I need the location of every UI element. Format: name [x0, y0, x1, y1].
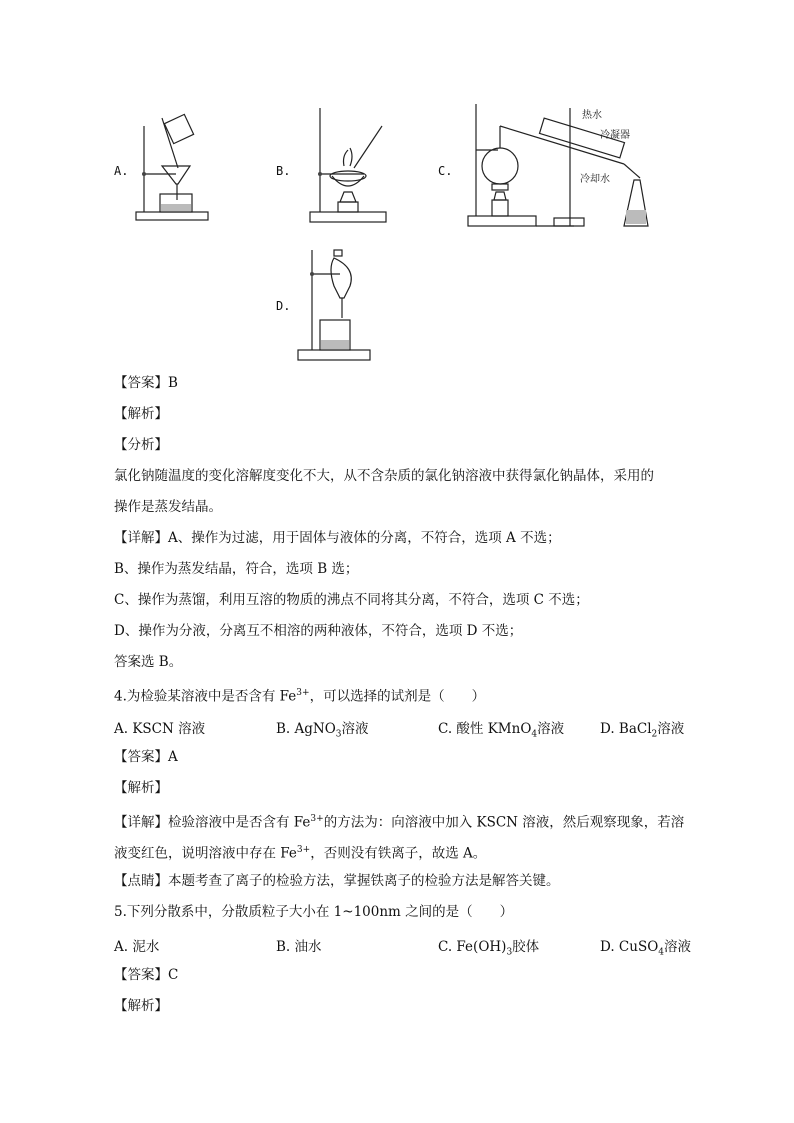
condenser-label: 冷凝器	[600, 130, 630, 141]
q5-option-d-tail: 溶液	[664, 939, 691, 955]
evaporation-apparatus-figure	[306, 104, 394, 228]
q4-option-d-tail: 溶液	[657, 721, 685, 737]
q4-option-b-tail: 溶液	[341, 721, 369, 737]
q4-option-c-tail: 溶液	[537, 721, 565, 737]
q5-stem: 5.下列分散系中，分散质粒子大小在 1~100nm 之间的是（ ）	[114, 904, 514, 920]
q4-option-b-text: B. AgNO	[276, 721, 336, 737]
q4-detail-2-tail: ，否则没有铁离子，故选 A。	[310, 845, 487, 862]
q3-detail-c: C、操作为蒸馏，利用互溶的物质的沸点不同将其分离，不符合，选项 C 不选；	[114, 592, 589, 608]
q4-detail-1-superscript: 3+	[310, 814, 324, 824]
q5-option-d-text: D. CuSO	[600, 939, 659, 955]
q3-detail-b: B、操作为蒸发结晶，符合，选项 B 选；	[114, 561, 359, 577]
q5-option-c-subscript: 3	[506, 947, 513, 958]
q5-answer: 【答案】C	[114, 967, 179, 983]
q3-final-answer: 答案选 B。	[114, 654, 183, 670]
q5-option-d-subscript: 4	[658, 947, 664, 958]
q4-option-d-subscript: 2	[651, 729, 658, 740]
q4-dianjing: 【点睛】本题考查了离子的检验方法，掌握铁离子的检验方法是解答关键。	[114, 873, 560, 889]
q4-answer: 【答案】A	[114, 749, 178, 765]
q4-stem	[114, 684, 485, 706]
filtration-apparatus-figure	[132, 108, 212, 226]
q5-option-c-tail: 胶体	[512, 939, 540, 955]
figure-c-label: C.	[438, 164, 453, 178]
q5-analysis-heading: 【解析】	[114, 998, 168, 1014]
q4-detail-line-2	[114, 841, 486, 863]
q4-stem-tail: ，可以选择的试剂是（ ）	[309, 688, 486, 705]
q5-option-d	[600, 935, 691, 958]
q5-option-c-text: C. Fe(OH)	[438, 939, 507, 955]
separatory-funnel-figure	[296, 246, 372, 362]
q4-option-c-subscript: 4	[531, 729, 538, 740]
q4-option-d	[600, 717, 684, 740]
q4-detail-1-text: 【详解】检验溶液中是否含有 Fe	[114, 814, 311, 831]
q4-option-d-text: D. BaCl	[600, 721, 652, 737]
q3-detail-d: D、操作为分液，分离互不相溶的两种液体，不符合，选项 D 不选；	[114, 623, 523, 639]
figure-d-label: D.	[276, 299, 291, 313]
q5-option-c	[438, 935, 539, 958]
q4-option-c	[438, 717, 564, 740]
figure-a-label: A.	[114, 164, 129, 178]
q3-detail-a: 【详解】A、操作为过滤，用于固体与液体的分离，不符合，选项 A 不选；	[114, 530, 561, 546]
q5-option-b: B. 油水	[276, 939, 322, 955]
q3-analysis-heading: 【解析】	[114, 406, 168, 422]
q4-stem-text: 4.为检验某溶液中是否含有 Fe	[114, 688, 297, 705]
q4-option-a: A. KSCN 溶液	[114, 721, 206, 737]
q4-option-b-subscript: 3	[335, 729, 342, 740]
q4-detail-1-tail: 的方法为：向溶液中加入 KSCN 溶液，然后观察现象，若溶	[323, 814, 685, 831]
q4-analysis-heading: 【解析】	[114, 780, 168, 796]
q5-option-a: A. 泥水	[114, 939, 160, 955]
q4-detail-2-text: 液变红色，说明溶液中存在 Fe	[114, 845, 297, 862]
cooling-water-label: 冷却水	[580, 174, 610, 185]
q4-option-c-text: C. 酸性 KMnO	[438, 721, 532, 737]
q3-fenxi-line-1: 氯化钠随温度的变化溶解度变化不大，从不含杂质的氯化钠溶液中获得氯化钠晶体，采用的	[114, 468, 654, 484]
figure-b-label: B.	[276, 164, 291, 178]
hot-water-label: 热水	[582, 110, 602, 121]
q4-stem-superscript: 3+	[296, 688, 310, 698]
distillation-apparatus-figure	[464, 100, 684, 230]
q4-option-b	[276, 717, 369, 740]
q3-answer: 【答案】B	[114, 375, 178, 391]
q4-detail-2-superscript: 3+	[296, 845, 311, 855]
q3-fenxi-heading: 【分析】	[114, 437, 168, 453]
q3-fenxi-line-2: 操作是蒸发结晶。	[114, 499, 222, 515]
q4-detail-line-1	[114, 810, 684, 832]
